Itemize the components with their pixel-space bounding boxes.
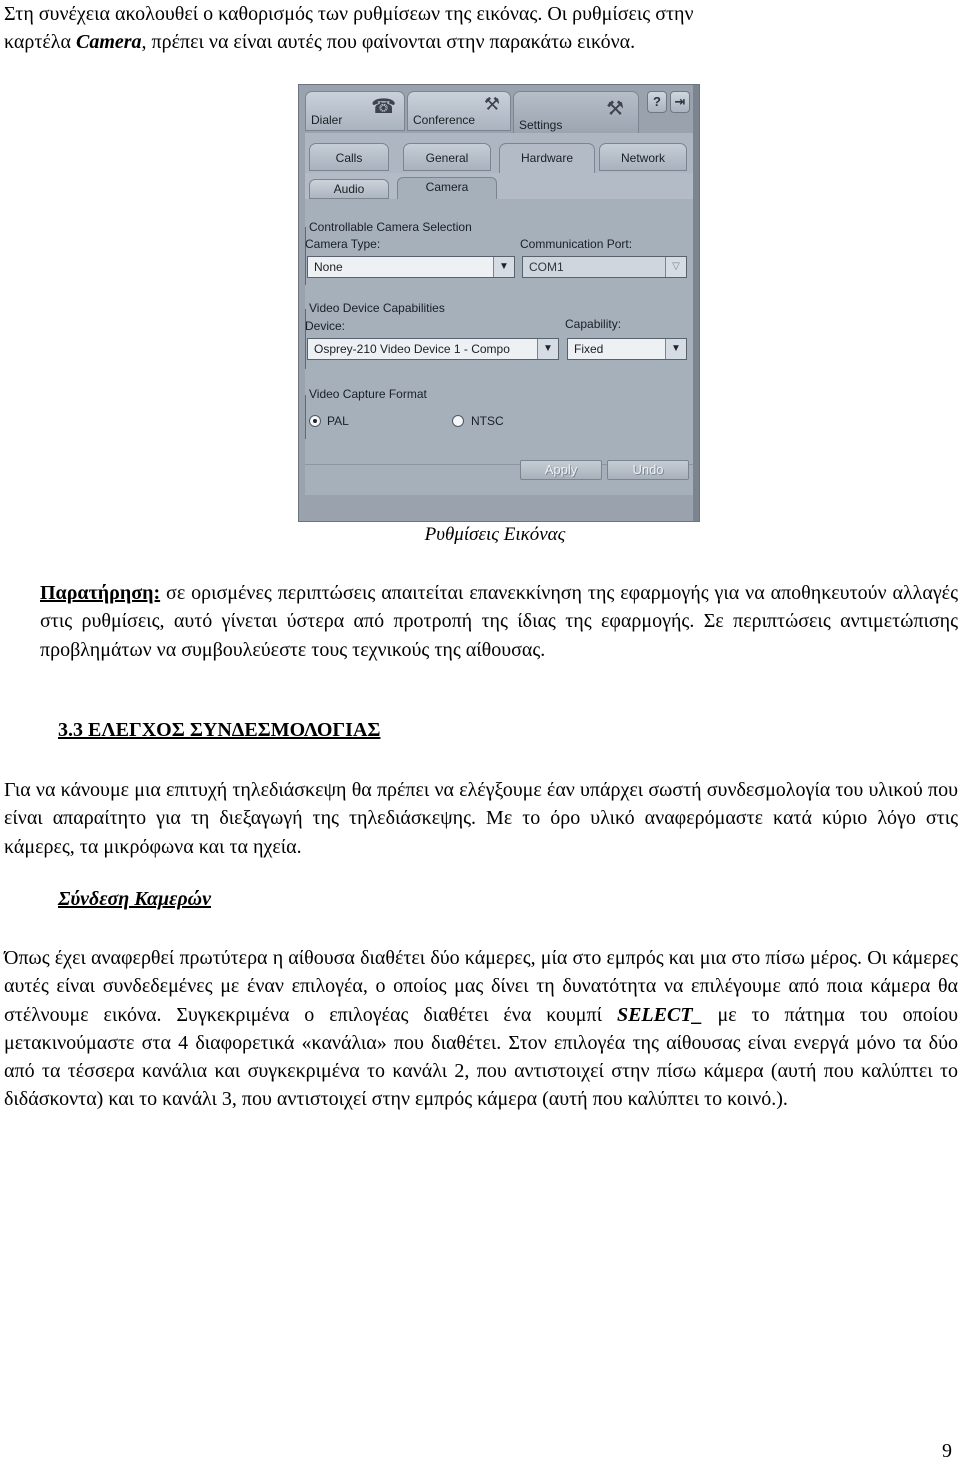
section-paragraph: Για να κάνουμε μια επιτυχή τηλεδιάσκεψη θα πρέπει να ελέγξουμε έαν υπάρχει σωστή συνδεσμολογία του υλικού που είναι απαραίτητο για τη διεξαγωγή της τηλεδιάσκεψης. Με το όρο υλικό αναφερόμαστε κατά κύριο λόγο στις κάμερες, τα μικρόφωνα και τα ηχεία. — [4, 779, 958, 858]
tab-conference[interactable] — [407, 91, 511, 131]
communication-port-label: Communication Port: — [520, 237, 633, 251]
device-select[interactable] — [307, 338, 559, 360]
tab-calls[interactable]: Calls — [309, 143, 389, 171]
camera-term: Camera — [75, 31, 142, 54]
phone-icon: ☎ — [371, 96, 396, 118]
apply-button[interactable]: Apply — [520, 460, 602, 480]
capability-value: Fixed — [574, 342, 604, 356]
gavel-icon: ⚒ — [483, 94, 500, 114]
group-divider — [305, 395, 306, 439]
note-paragraph — [40, 579, 958, 664]
intro-line-2-end: , πρέπει να είναι αυτές που φαίνονται στην παρακάτω εικόνα. — [141, 31, 636, 54]
intro-line-1: Στη συνέχεια ακολουθεί ο καθορισμός των ρυθμίσεων της εικόνας. Οι ρυθμίσεις στην — [4, 3, 694, 25]
undo-button[interactable]: Undo — [607, 460, 689, 480]
capture-format-group-title: Video Capture Format — [309, 387, 427, 401]
tab-conference-label: Conference — [413, 113, 476, 127]
settings-screenshot — [298, 84, 700, 522]
camera-type-value: None — [314, 260, 343, 274]
subsection-heading: Σύνδεση Καμερών — [58, 888, 212, 910]
tab-dialer-label: Dialer — [311, 113, 343, 127]
chevron-down-icon: ▼ — [665, 339, 686, 359]
intro-line-2-start: καρτέλα — [4, 31, 76, 54]
chevron-down-icon: ▼ — [537, 339, 558, 359]
tab-settings[interactable] — [513, 91, 639, 136]
ntsc-radio-label: NTSC — [471, 414, 504, 428]
chevron-down-icon: ▽ — [665, 257, 686, 277]
ntsc-radio[interactable] — [452, 415, 464, 427]
chevron-down-icon: ▼ — [493, 257, 514, 277]
camera-type-label: Camera Type: — [305, 237, 381, 251]
figure-caption: Ρυθμίσεις Εικόνας — [424, 524, 566, 545]
tab-dialer[interactable] — [305, 91, 405, 131]
help-icon[interactable]: ? — [647, 91, 667, 113]
page-number: 9 — [942, 1440, 952, 1462]
tab-network[interactable]: Network — [599, 143, 687, 171]
tab-audio[interactable]: Audio — [309, 179, 389, 199]
window-edge — [693, 85, 699, 521]
tab-hardware[interactable]: Hardware — [499, 143, 595, 175]
section-heading: 3.3 ΕΛΕΓΧΟΣ ΣΥΝΔΕΣΜΟΛΟΓΙΑΣ — [58, 719, 381, 741]
pal-radio-label: PAL — [327, 414, 349, 428]
intro-paragraph — [4, 0, 958, 57]
device-value: Osprey-210 Video Device 1 - Compo — [314, 342, 510, 356]
tab-settings-label: Settings — [519, 118, 563, 132]
group-divider — [305, 227, 306, 285]
note-label: Παρατήρηση: — [40, 582, 161, 604]
pal-radio[interactable] — [309, 415, 321, 427]
tools-icon: ⚒ — [606, 98, 624, 120]
camera-connection-paragraph — [4, 944, 958, 1114]
device-label: Device: — [305, 319, 346, 333]
tab-general[interactable]: General — [403, 143, 491, 171]
communication-port-value: COM1 — [529, 260, 564, 274]
final-para-part-2: με το πάτημα του οποίου μετακινούμαστε στα 4 διαφορετικά «κανάλια» που διαθέτει. Στον επιλογέα της αίθουσας είναι ενεργά μόνο τα δύο από τα τέσσερα κανάλια και συγκεκριμένα το κανάλι 2, που αντιστοιχεί στην πίσω κάμερα (αυτή που καλύπτει το διδάσκοντα) και το κανάλι 3, που αντιστοιχεί στην εμπρός κάμερα (αυτή που καλύπτει το κοινό.). — [4, 1003, 958, 1111]
final-para-part-1: Όπως έχει αναφερθεί πρωτύτερα η αίθουσα διαθέτει δύο κάμερες, μία στο εμπρός και μια στο πίσω μέρος. Οι κάμερες αυτές είναι συνδεδεμένες με έναν επιλογέα, ο οποίος μας δίνει τη δυνατότητα να επιλέγουμε από ποια κάμερα θα στέλνουμε εικόνα. Συγκεκριμένα ο επιλογέας διαθέτει ένα κουμπί — [4, 947, 958, 1026]
select-button-term: SELECT_ — [616, 1003, 703, 1026]
camera-selection-group-title: Controllable Camera Selection — [309, 220, 472, 234]
group-divider — [305, 309, 306, 369]
camera-type-select[interactable] — [307, 256, 515, 278]
device-capabilities-group-title: Video Device Capabilities — [309, 301, 445, 315]
exit-icon[interactable]: ⇥ — [670, 91, 690, 113]
capability-label: Capability: — [565, 317, 622, 331]
note-text: σε ορισμένες περιπτώσεις απαιτείται επανεκκίνηση της εφαρμογής για να αποθηκευτούν αλλαγές στις ρυθμίσεις, αυτό γίνεται ύστερα από προτροπή της ίδιας της εφαρμογής. Σε περιπτώσεις αντιμετώπισης προβλημάτων να συμβουλεύεστε τους τεχνικούς της αίθουσας. — [40, 582, 958, 661]
capability-select[interactable] — [567, 338, 687, 360]
communication-port-select[interactable] — [522, 256, 687, 278]
tab-camera[interactable]: Camera — [397, 177, 497, 199]
